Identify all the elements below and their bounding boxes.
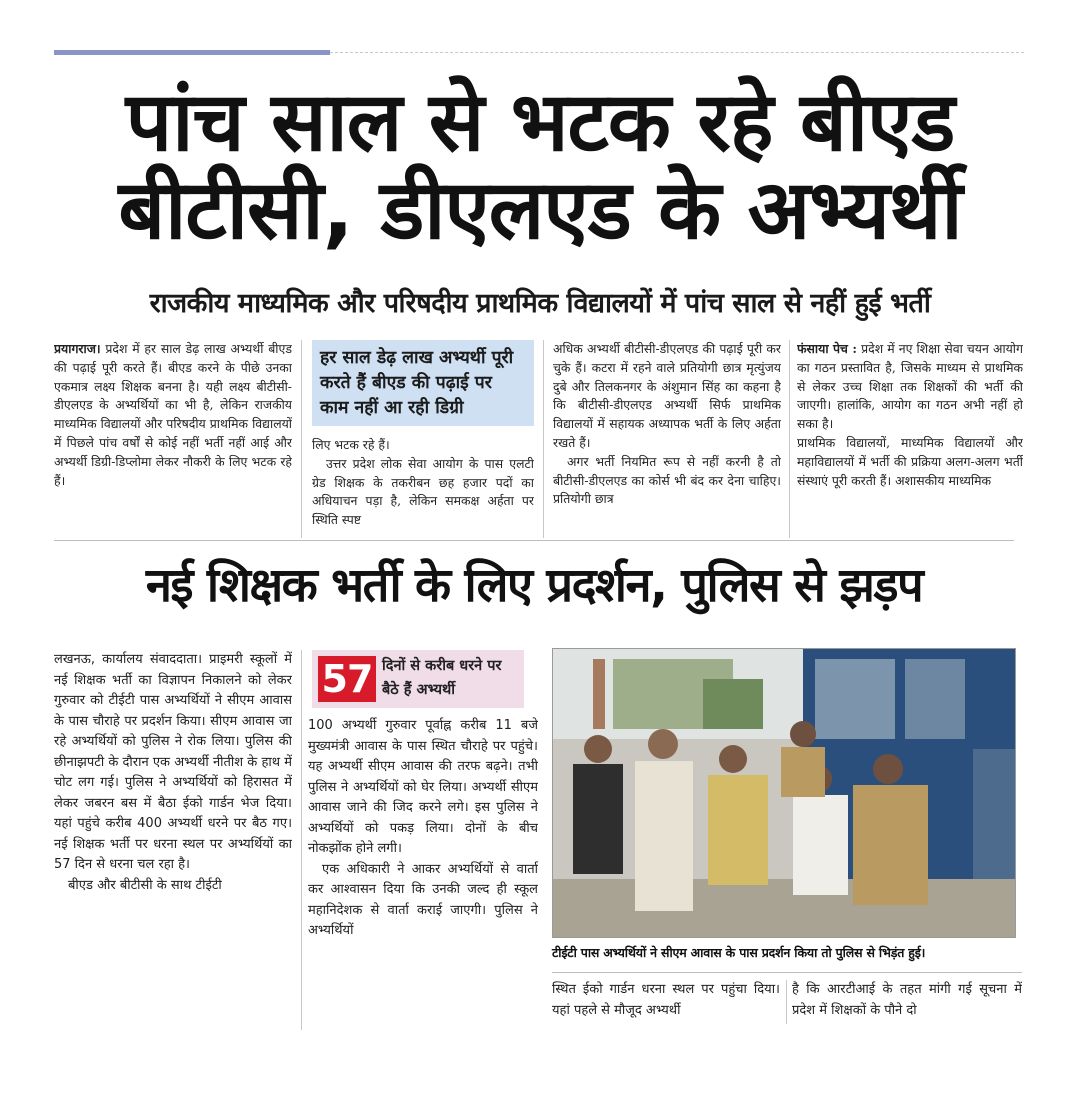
story1-column-3 <box>553 340 781 538</box>
stat-number: 57 <box>318 656 376 702</box>
story2-col3-text: स्थित ईको गार्डन धरना स्थल पर पहुंचा दिया। यहां पहले से मौजूद अभ्यर्थी <box>552 982 780 1018</box>
story1-column-4 <box>797 340 1023 538</box>
story2-column-2 <box>308 716 538 1030</box>
photo-caption: टीईटी पास अभ्यर्थियों ने सीएम आवास के पास प्रदर्शन किया तो पुलिस से भिड़ंत हुई। <box>552 945 926 960</box>
story1-col1-text: प्रदेश में हर साल डेढ़ लाख अभ्यर्थी बीएड की पढ़ाई पूरी करते हैं। बीएड करने के पीछे उनका एकमात्र लक्ष्य शिक्षक बनना है। यही लक्ष्य बीटीसी-डीएलएड के अभ्यर्थियों का भी है, लेकिन राजकीय माध्यमिक विद्यालयों और परिषदीय प्राथमिक विद्यालयों में पिछले पांच वर्षों से कोई नहीं भर्ती नहीं आई और अभ्यर्थी डिग्री-डिप्लोमा लेकर नौकरी के लिए भटक रहे हैं। <box>54 341 292 488</box>
story1-col3-p1: अधिक अभ्यर्थी बीटीसी-डीएलएड की पढ़ाई पूरी कर चुके हैं। कटरा में रहने वाले प्रतियोगी छात्र मृत्युंजय दुबे और तिलकनगर के अंशुमान सिंह का कहना है कि बीटीसी-डीएलएड अभ्यर्थी सिर्फ प्राथमिक विद्यालयों में सहायक अध्यापक भर्ती के लिए अर्हता रखते हैं। <box>553 341 781 450</box>
story2-column-1 <box>54 650 292 1030</box>
headline-line-1: पांच साल से भटक रहे बीएड <box>125 75 955 170</box>
story2-col1-p1: लखनऊ, कार्यालय संवाददाता। प्राइमरी स्कूलों में नई शिक्षक भर्ती का विज्ञापन निकालने को लेकर गुरुवार को टीईटी पास अभ्यर्थियों ने सीएम आवास के पास चौराहे पर प्रदर्शन किया। सीएम आवास जा रहे अभ्यर्थियों को पुलिस ने रोक लिया। पुलिस की छीनाझपटी के दौरान एक अभ्यर्थी नीतीश के हाथ में चोट लग गई। पुलिस ने अभ्यर्थियों को हिरासत में लेकर जबरन बस में बैठा ईको गार्डन भेज दिया। यहां पहुंचे करीब 400 अभ्यर्थी धरने पर बैठ गए। नई शिक्षक भर्ती पर धरना स्थल पर अभ्यर्थियों का 57 दिन से धरना चल रहा है। <box>54 652 292 872</box>
column-divider <box>543 340 544 538</box>
column-divider <box>301 650 302 1030</box>
story1-col2-p1: लिए भटक रहे हैं। <box>312 437 390 452</box>
story2-col4-text: है कि आरटीआई के तहत मांगी गई सूचना में प्रदेश में शिक्षकों के पौने दो <box>792 982 1022 1018</box>
top-accent-bar <box>54 50 330 55</box>
pull-quote: हर साल डेढ़ लाख अभ्यर्थी पूरी करते हैं बीएड की पढ़ाई पर काम नहीं आ रही डिग्री <box>312 340 534 426</box>
story1-column-2 <box>312 436 534 538</box>
story1-col3-p2: अगर भर्ती नियमित रूप से नहीं करनी है तो बीटीसी-डीएलएड का कोर्स भी बंद कर देना चाहिए। प्रतियोगी छात्र <box>553 453 781 507</box>
story2-column-3 <box>552 980 780 1024</box>
column-divider <box>301 340 302 538</box>
subheadline: राजकीय माध्यमिक और परिषदीय प्राथमिक विद्यालयों में पांच साल से नहीं हुई भर्ती <box>149 288 931 319</box>
story1-col4-p1: प्रदेश में नए शिक्षा सेवा चयन आयोग का गठन प्रस्तावित है, जिसके माध्यम से प्राथमिक से लेकर उच्च शिक्षा तक शिक्षकों की भर्ती की जाएगी। हालांकि, आयोग का गठन अभी नहीं हो सका है। <box>797 341 1023 432</box>
stat-badge <box>312 650 524 708</box>
dateline: प्रयागराज। <box>54 341 101 356</box>
story1-col4-p2: प्राथमिक विद्यालयों, माध्यमिक विद्यालयों और महाविद्यालयों में भर्ती की प्रक्रिया अलग-अलग भर्ती संस्थाएं पूरी करती हैं। अशासकीय माध्यमिक <box>797 434 1023 488</box>
story2-col2-p1: 100 अभ्यर्थी गुरुवार पूर्वाह्न करीब 11 बजे मुख्यमंत्री आवास के पास स्थित चौराहे पर पहुंचे। यह अभ्यर्थी सीएम आवास की तरफ बढ़ने। तभी पुलिस ने अभ्यर्थियों को घेर लिया। अभ्यर्थी सीएम आवास जाने की जिद करने लगे। इस पुलिस ने अभ्यर्थियों को पकड़ लिया। दोनों के बीच नोकझोंक होने लगी। <box>308 718 538 856</box>
section-lead: फंसाया पेच : <box>797 341 857 356</box>
headline-line-2: बीटीसी, डीएलएड के अभ्यर्थी <box>118 163 962 258</box>
caption-rule <box>552 972 1022 973</box>
top-rule <box>330 52 1024 53</box>
column-divider <box>789 340 790 538</box>
story2-column-4 <box>792 980 1022 1024</box>
story2-headline: नई शिक्षक भर्ती के लिए प्रदर्शन, पुलिस से झड़प <box>145 558 923 613</box>
story-separator <box>54 540 1014 541</box>
stat-text: दिनों से करीब धरने पर बैठे हैं अभ्यर्थी <box>382 658 502 698</box>
story2-col1-p2: बीएड और बीटीसी के साथ टीईटी <box>68 877 222 893</box>
protest-photo-illustration <box>553 649 1016 938</box>
story1-column-1 <box>54 340 292 538</box>
column-divider <box>786 980 787 1024</box>
story1-col2-p2: उत्तर प्रदेश लोक सेवा आयोग के पास एलटी ग्रेड शिक्षक के तकरीबन छह हजार पदों का अधियाचन पड़ा है, लेकिन समकक्ष अर्हता पर स्थिति स्पष्ट <box>312 455 534 528</box>
story2-col2-p2: एक अधिकारी ने आकर अभ्यर्थियों से वार्ता कर आश्वासन दिया कि उनकी जल्द ही स्कूल महानिदेशक से वार्ता कराई जाएगी। पुलिस ने अभ्यर्थियों <box>308 861 538 938</box>
news-photo <box>552 648 1016 938</box>
